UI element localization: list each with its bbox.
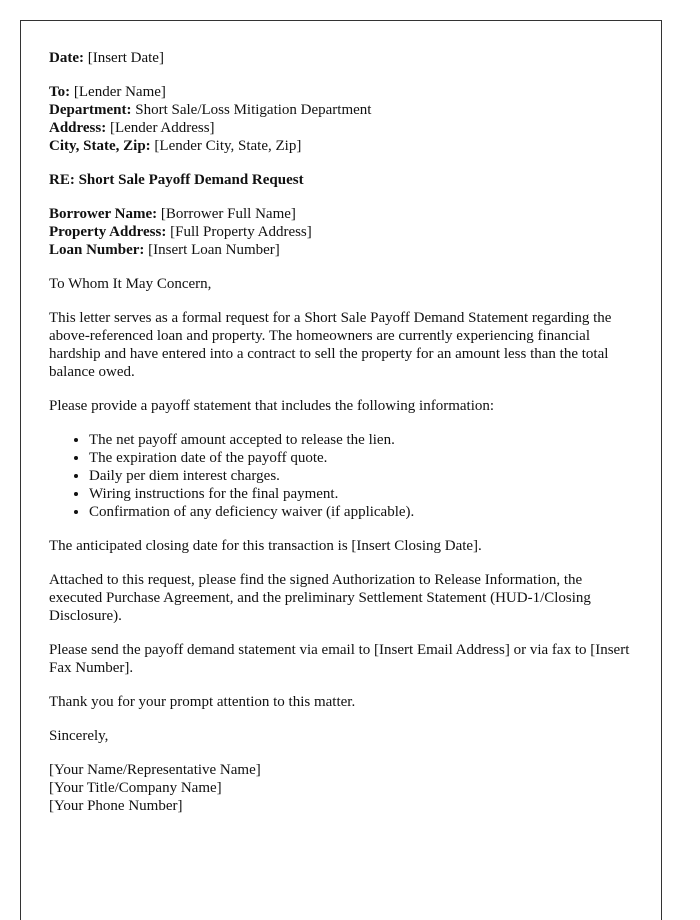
closing-date-paragraph: The anticipated closing date for this transaction is [Insert Closing Date]. <box>49 538 482 554</box>
loan-number-value: [Insert Loan Number] <box>148 242 280 258</box>
thanks-paragraph: Thank you for your prompt attention to this matter. <box>49 694 356 710</box>
attachments-paragraph: Attached to this request, please find the signed Authorization to Release Information, the executed Purchase Agreement, and the preliminary Settlement Statement (HUD-1/Closing Disclosure). <box>49 572 591 624</box>
signature-block <box>49 761 633 815</box>
date-line <box>49 49 633 67</box>
request-lead: Please provide a payoff statement that includes the following information: <box>49 398 495 414</box>
subject: RE: Short Sale Payoff Demand Request <box>49 172 304 188</box>
address-value: [Lender Address] <box>109 120 215 136</box>
requested-items-list <box>49 431 633 521</box>
loan-info-block <box>49 205 633 259</box>
list-item: • Confirmation of any deficiency waiver (if applicable). <box>89 503 633 521</box>
signature-phone: [Your Phone Number] <box>49 798 183 814</box>
document-viewport <box>20 20 662 814</box>
salutation: To Whom It May Concern, <box>49 276 212 292</box>
to-value: [Lender Name] <box>73 84 166 100</box>
letter-page <box>20 20 662 920</box>
property-label: Property Address: <box>49 224 167 240</box>
signoff: Sincerely, <box>49 728 109 744</box>
subject-line <box>49 171 633 189</box>
city-state-zip-label: City, State, Zip: <box>49 138 151 154</box>
list-item: • The expiration date of the payoff quote. <box>89 449 633 467</box>
borrower-value: [Borrower Full Name] <box>160 206 296 222</box>
list-item: • Daily per diem interest charges. <box>89 467 633 485</box>
date-value: [Insert Date] <box>87 50 164 66</box>
intro-paragraph: This letter serves as a formal request for a Short Sale Payoff Demand Statement regarding the above-referenced loan and property. The homeowners are currently experiencing financial hardship and have entered into a contract to sell the property for an amount less than the total balance owed. <box>49 310 612 380</box>
department-label: Department: <box>49 102 132 118</box>
to-label: To: <box>49 84 71 100</box>
city-state-zip-value: [Lender City, State, Zip] <box>154 138 302 154</box>
signature-title: [Your Title/Company Name] <box>49 780 222 796</box>
list-item: • The net payoff amount accepted to release the lien. <box>89 431 633 449</box>
date-label: Date: <box>49 50 84 66</box>
signature-name: [Your Name/Representative Name] <box>49 762 261 778</box>
address-label: Address: <box>49 120 107 136</box>
department-value: Short Sale/Loss Mitigation Department <box>135 102 372 118</box>
contact-paragraph: Please send the payoff demand statement via email to [Insert Email Address] or via fax to [Insert Fax Number]. <box>49 642 630 676</box>
property-value: [Full Property Address] <box>170 224 312 240</box>
loan-number-label: Loan Number: <box>49 242 145 258</box>
recipient-block <box>49 83 633 155</box>
list-item: • Wiring instructions for the final payment. <box>89 485 633 503</box>
borrower-label: Borrower Name: <box>49 206 158 222</box>
